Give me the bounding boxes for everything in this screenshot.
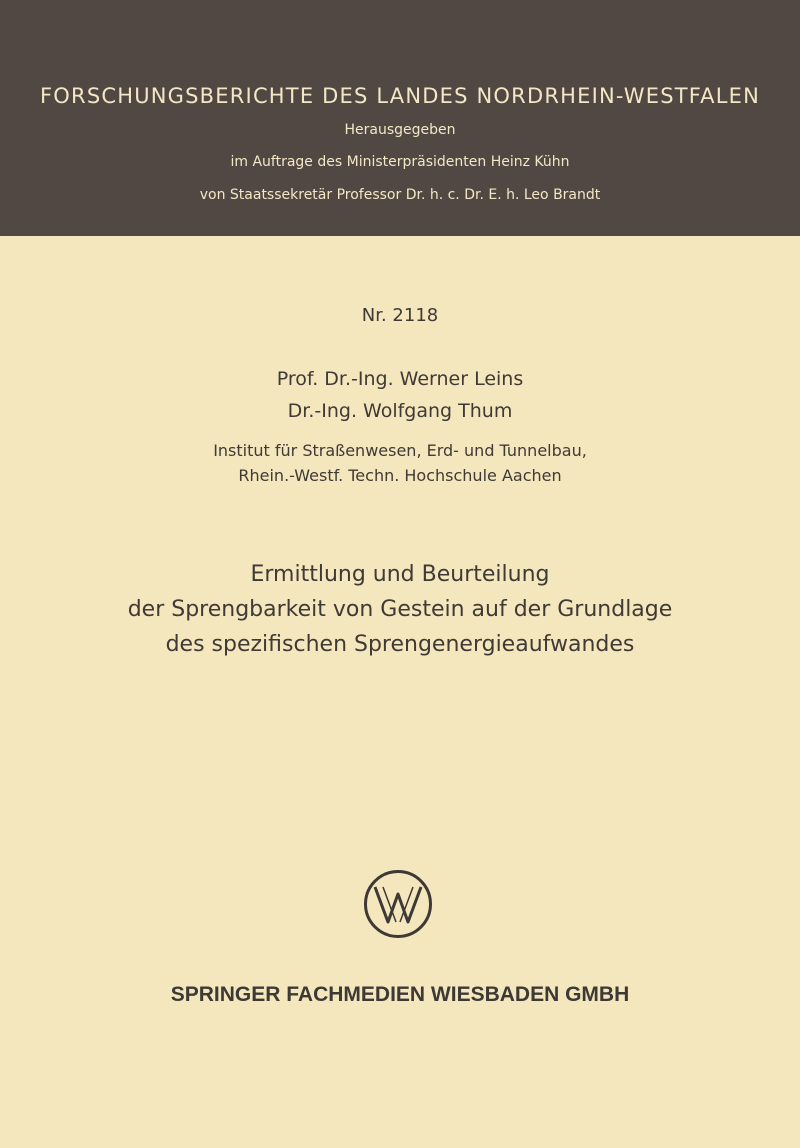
book-title-line-1: Ermittlung und Beurteilung <box>250 562 550 587</box>
book-title-line-2: der Sprengbarkeit von Gestein auf der Grundlage <box>127 597 673 622</box>
institute-line-1: Institut für Straßenwesen, Erd- und Tunnelbau, <box>213 441 587 460</box>
report-number: Nr. 2118 <box>361 305 439 326</box>
header-editor-line-1: Herausgegeben <box>344 122 456 138</box>
springer-vw-logo-icon <box>363 869 433 939</box>
author-2: Dr.-Ing. Wolfgang Thum <box>287 400 513 422</box>
header-editor-line-3: von Staatssekretär Professor Dr. h. c. Dr. E. h. Leo Brandt <box>199 187 601 203</box>
institute-line-2: Rhein.-Westf. Techn. Hochschule Aachen <box>238 466 562 485</box>
publisher-name: SPRINGER FACHMEDIEN WIESBADEN GMBH <box>170 983 630 1006</box>
book-title-line-3: des spezifischen Sprengenergieaufwandes <box>165 632 635 657</box>
author-1: Prof. Dr.-Ing. Werner Leins <box>276 368 524 390</box>
header-editor-line-2: im Auftrage des Ministerpräsidenten Heinz Kühn <box>230 154 570 170</box>
cover-header-band <box>0 0 800 236</box>
series-title: FORSCHUNGSBERICHTE DES LANDES NORDRHEIN-WESTFALEN <box>40 84 760 108</box>
